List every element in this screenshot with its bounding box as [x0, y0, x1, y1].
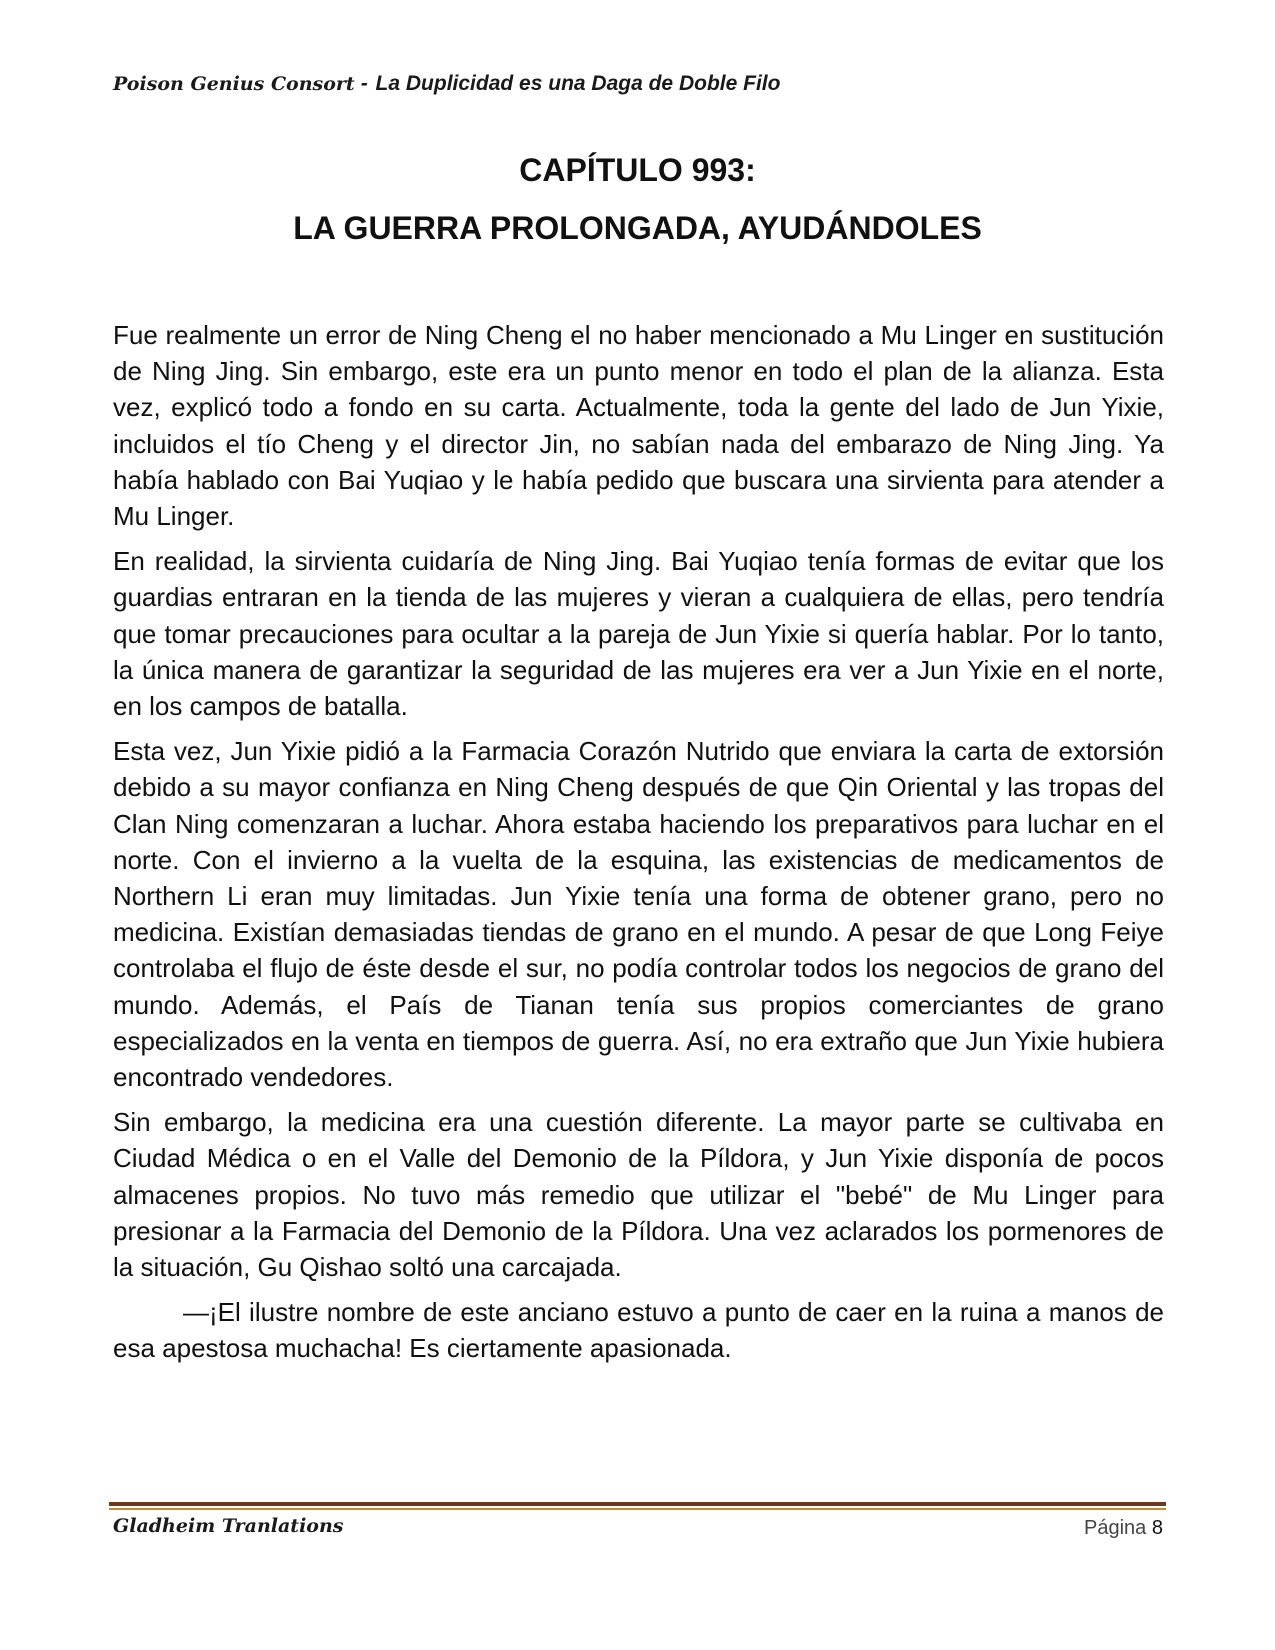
chapter-body	[113, 317, 1164, 1376]
document-subtitle: La Duplicidad es una Daga de Doble Filo	[375, 72, 781, 95]
page-indicator	[1084, 1517, 1163, 1540]
chapter-number: CAPÍTULO 993:	[519, 152, 756, 188]
header-separator: -	[360, 72, 368, 95]
running-header	[113, 72, 780, 96]
series-title: Poison Genius Consort	[113, 73, 355, 95]
paragraph: Sin embargo, la medicina era una cuestión diferente. La mayor parte se cultivaba en Ciudad Médica o en el Valle del Demonio de la Píldora, y Jun Yixie disponía de pocos almacenes propios. No tuvo más remedio que utilizar el "bebé" de Mu Linger para presionar a la Farmacia del Demonio de la Píldora. Una vez aclarados los pormenores de la situación, Gu Qishao soltó una carcajada.	[113, 1107, 1164, 1283]
page-number: 8	[1151, 1517, 1163, 1539]
chapter-title: LA GUERRA PROLONGADA, AYUDÁNDOLES	[293, 210, 982, 246]
dialogue-paragraph: —¡El ilustre nombre de este anciano estuvo a punto de caer en la ruina a manos de esa apestosa muchacha! Es ciertamente apasionada.	[113, 1297, 1164, 1364]
footer-rule-dark	[109, 1502, 1166, 1506]
page-label: Página	[1084, 1517, 1147, 1539]
paragraph: En realidad, la sirvienta cuidaría de Ning Jing. Bai Yuqiao tenía formas de evitar que los guardias entraran en la tienda de las mujeres y vieran a cualquiera de ellas, pero tendría que tomar precauciones para ocultar a la pareja de Jun Yixie si quería hablar. Por lo tanto, la única manera de garantizar la seguridad de las mujeres era ver a Jun Yixie en el norte, en los campos de batalla.	[113, 546, 1164, 722]
paragraph: Fue realmente un error de Ning Cheng el no haber mencionado a Mu Linger en sustitución de Ning Jing. Sin embargo, este era un punto menor en todo el plan de la alianza. Esta vez, explicó todo a fondo en su carta. Actualmente, toda la gente del lado de Jun Yixie, incluidos el tío Cheng y el director Jin, no sabían nada del embarazo de Ning Jing. Ya había hablado con Bai Yuqiao y le había pedido que buscara una sirvienta para atender a Mu Linger.	[113, 320, 1164, 532]
translator-credit: Gladheim Tranlations	[113, 1515, 344, 1537]
footer-rule-light	[109, 1508, 1166, 1510]
paragraph: Esta vez, Jun Yixie pidió a la Farmacia Corazón Nutrido que enviara la carta de extorsión debido a su mayor confianza en Ning Cheng después de que Qin Oriental y las tropas del Clan Ning comenzaran a luchar. Ahora estaba haciendo los preparativos para luchar en el norte. Con el invierno a la vuelta de la esquina, las existencias de medicamentos de Northern Li eran muy limitadas. Jun Yixie tenía una forma de obtener grano, pero no medicina. Existían demasiadas tiendas de grano en el mundo. A pesar de que Long Feiye controlaba el flujo de éste desde el sur, no podía controlar todos los negocios de grano del mundo. Además, el País de Tianan tenía sus propios comerciantes de grano especializados en la venta en tiempos de guerra. Así, no era extraño que Jun Yixie hubiera encontrado vendedores.	[113, 736, 1164, 1093]
